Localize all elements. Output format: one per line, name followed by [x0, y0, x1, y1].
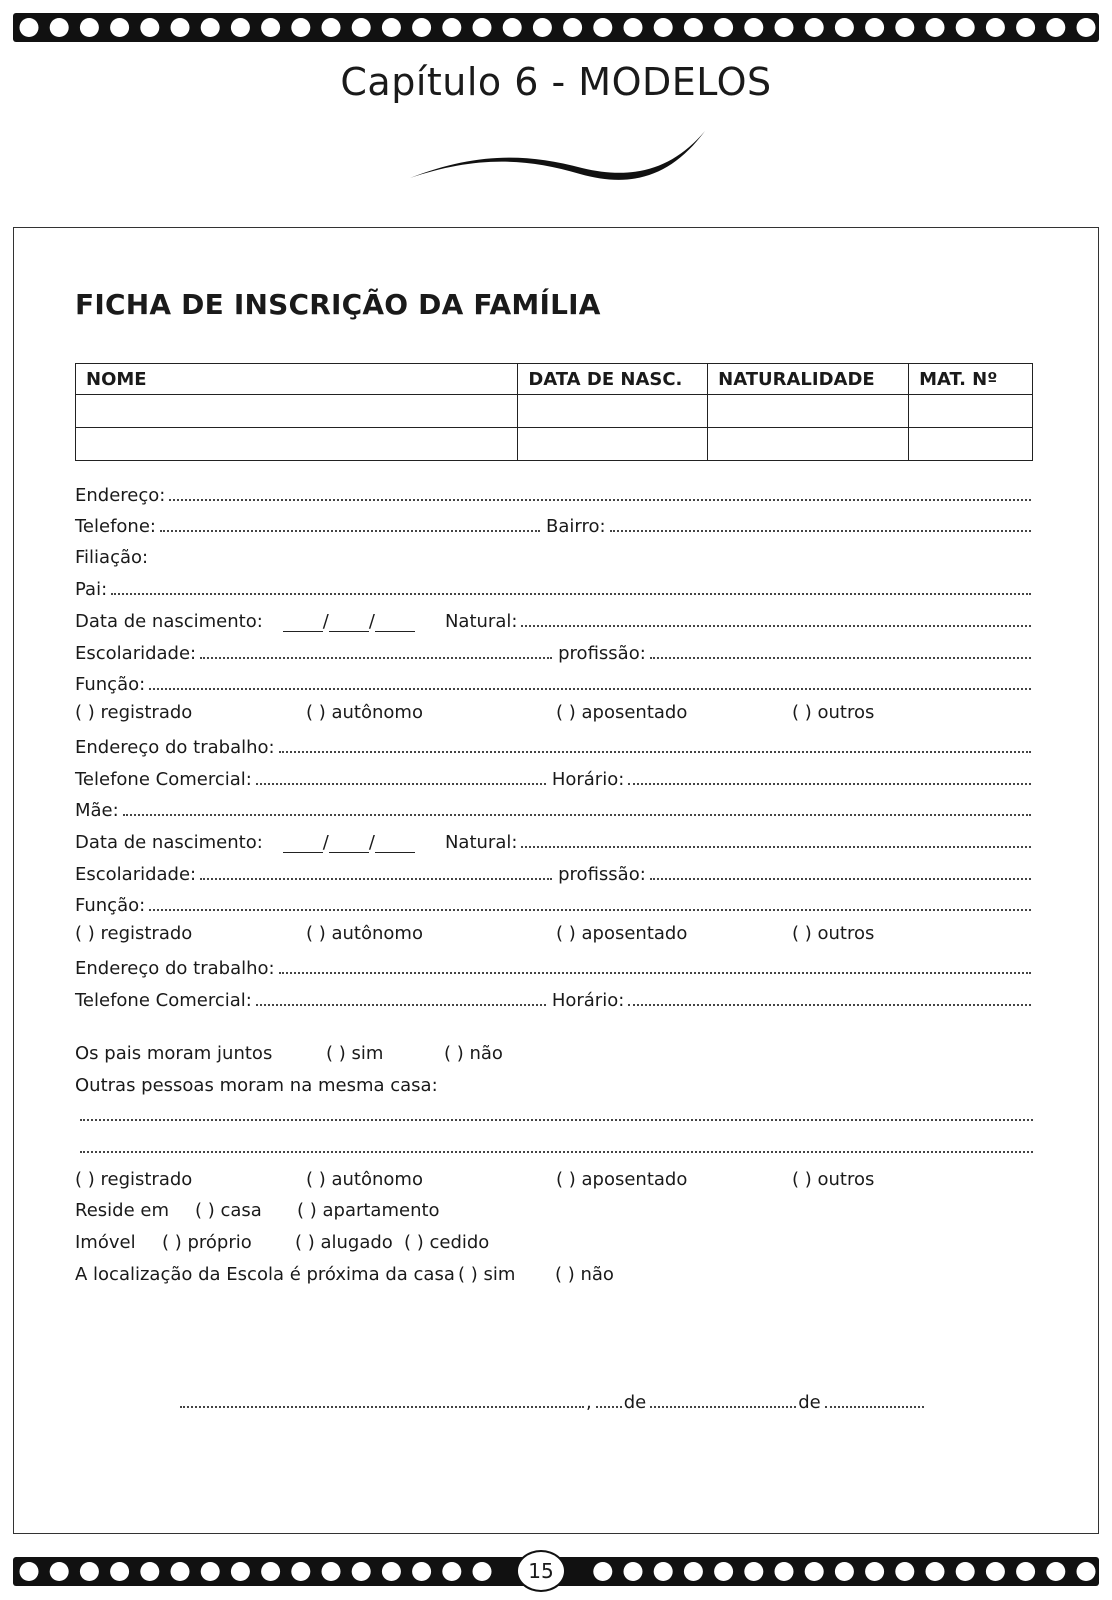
- escolaridade-field[interactable]: [200, 878, 552, 880]
- endereco-line: [75, 480, 1033, 506]
- border-dot: [171, 1562, 190, 1581]
- telefone-comercial-field[interactable]: [256, 783, 546, 785]
- border-dot: [593, 1562, 612, 1581]
- form-title: FICHA DE INSCRIÇÃO DA FAMÍLIA: [75, 288, 601, 321]
- border-dot: [684, 18, 703, 37]
- border-dot: [382, 18, 401, 37]
- table-row: [76, 395, 1033, 428]
- border-dot: [322, 1562, 341, 1581]
- border-dot: [593, 18, 612, 37]
- border-dot: [412, 18, 431, 37]
- border-dot: [654, 18, 673, 37]
- border-dot: [503, 18, 522, 37]
- border-dot: [412, 1562, 431, 1581]
- mae-funcao-line: [75, 890, 1033, 916]
- de-label: de: [623, 1392, 647, 1413]
- border-dot: [291, 1562, 310, 1581]
- page-number: 15: [516, 1550, 566, 1592]
- telefone-comercial-label: Telefone Comercial:: [75, 990, 252, 1011]
- border-dot: [231, 1562, 250, 1581]
- option-escola-nao[interactable]: ( ) não: [555, 1264, 614, 1285]
- reside-em-label: Reside em: [75, 1200, 169, 1221]
- profissao-field[interactable]: [650, 878, 1031, 880]
- pai-funcao-line: [75, 669, 1033, 695]
- table-cell[interactable]: [909, 428, 1033, 461]
- border-dot: [201, 18, 220, 37]
- border-dot: [1016, 1562, 1035, 1581]
- border-dot: [1077, 18, 1096, 37]
- option-autonomo[interactable]: ( ) autônomo: [306, 702, 423, 723]
- border-dot: [110, 18, 129, 37]
- bairro-field[interactable]: [610, 530, 1031, 532]
- option-escola-sim[interactable]: ( ) sim: [458, 1264, 516, 1285]
- mae-data-nascimento-line: [75, 827, 1033, 853]
- border-dot: [442, 18, 461, 37]
- mae-field[interactable]: [123, 814, 1031, 816]
- border-dot: [624, 1562, 643, 1581]
- option-aposentado[interactable]: ( ) aposentado: [556, 1169, 688, 1190]
- border-dot: [50, 1562, 69, 1581]
- border-dot: [744, 18, 763, 37]
- option-registrado[interactable]: ( ) registrado: [75, 923, 193, 944]
- border-dot: [624, 18, 643, 37]
- table-row: [76, 428, 1033, 461]
- option-sim[interactable]: ( ) sim: [326, 1043, 384, 1064]
- horario-field[interactable]: [628, 1004, 1031, 1006]
- border-dot: [714, 1562, 733, 1581]
- option-alugado[interactable]: ( ) alugado: [295, 1232, 393, 1253]
- border-dot: [775, 1562, 794, 1581]
- border-dot: [322, 18, 341, 37]
- border-dot: [835, 18, 854, 37]
- telefone-comercial-label: Telefone Comercial:: [75, 769, 252, 790]
- option-cedido[interactable]: ( ) cedido: [404, 1232, 490, 1253]
- border-dot: [1046, 1562, 1065, 1581]
- border-dot: [261, 18, 280, 37]
- option-outros[interactable]: ( ) outros: [792, 923, 875, 944]
- option-registrado[interactable]: ( ) registrado: [75, 702, 193, 723]
- top-dot-pattern: [13, 13, 1099, 42]
- endereco-trabalho-field[interactable]: [279, 972, 1031, 974]
- funcao-label: Função:: [75, 674, 146, 695]
- mae-escolaridade-line: [75, 859, 1033, 885]
- pai-escolaridade-line: [75, 638, 1033, 664]
- telefone-label: Telefone:: [75, 516, 156, 537]
- border-dot: [201, 1562, 220, 1581]
- profissao-label: profissão:: [558, 643, 646, 664]
- option-aposentado[interactable]: ( ) aposentado: [556, 923, 688, 944]
- column-header-nome: NOME: [76, 364, 518, 395]
- horario-label: Horário:: [551, 769, 625, 790]
- funcao-field[interactable]: [149, 909, 1031, 911]
- natural-label: Natural:: [444, 832, 518, 853]
- option-aposentado[interactable]: ( ) aposentado: [556, 702, 688, 723]
- endereco-trabalho-label: Endereço do trabalho:: [75, 737, 275, 758]
- border-dot: [291, 18, 310, 37]
- border-dot: [865, 18, 884, 37]
- natural-label: Natural:: [444, 611, 518, 632]
- option-autonomo[interactable]: ( ) autônomo: [306, 923, 423, 944]
- mae-line: [75, 795, 1033, 821]
- funcao-field[interactable]: [149, 688, 1031, 690]
- border-dot: [171, 18, 190, 37]
- border-dot: [563, 18, 582, 37]
- natural-field[interactable]: [521, 846, 1031, 848]
- table-cell[interactable]: [708, 428, 909, 461]
- border-dot: [20, 1562, 39, 1581]
- bairro-label: Bairro:: [545, 516, 606, 537]
- endereco-label: Endereço:: [75, 485, 166, 506]
- border-dot: [986, 1562, 1005, 1581]
- border-dot: [140, 1562, 159, 1581]
- border-dot: [80, 18, 99, 37]
- horario-field[interactable]: [628, 783, 1031, 785]
- escolaridade-label: Escolaridade:: [75, 643, 197, 664]
- local-data-line: , de de: [180, 1387, 926, 1413]
- border-dot: [956, 18, 975, 37]
- border-dot: [352, 18, 371, 37]
- endereco-field[interactable]: [169, 499, 1031, 501]
- border-dot: [835, 1562, 854, 1581]
- data-nascimento-label: Data de nascimento:: [75, 832, 263, 853]
- endereco-trabalho-label: Endereço do trabalho:: [75, 958, 275, 979]
- family-member-table: [75, 363, 1033, 461]
- border-dot: [261, 1562, 280, 1581]
- column-header-naturalidade: NATURALIDADE: [708, 364, 909, 395]
- border-dot: [775, 18, 794, 37]
- border-dot: [473, 1562, 492, 1581]
- pais-moram-juntos-label: Os pais moram juntos: [75, 1043, 273, 1064]
- border-dot: [684, 1562, 703, 1581]
- pai-field[interactable]: [111, 593, 1031, 595]
- table-cell[interactable]: [708, 395, 909, 428]
- option-proprio[interactable]: ( ) próprio: [162, 1232, 252, 1253]
- telefone-line: [75, 511, 1033, 537]
- border-dot: [805, 18, 824, 37]
- endereco-trabalho-field[interactable]: [279, 751, 1031, 753]
- border-dot: [895, 1562, 914, 1581]
- pai-telefone-comercial-line: [75, 764, 1033, 790]
- filiacao-label: Filiação:: [75, 547, 149, 568]
- filiacao-line: [75, 542, 1033, 568]
- natural-field[interactable]: [521, 625, 1031, 627]
- chapter-title: Capítulo 6 - MODELOS: [340, 60, 772, 104]
- local-field[interactable]: [180, 1406, 584, 1408]
- funcao-label: Função:: [75, 895, 146, 916]
- border-dot: [442, 1562, 461, 1581]
- border-dot: [473, 18, 492, 37]
- top-dotted-border: [13, 13, 1099, 42]
- profissao-field[interactable]: [650, 657, 1031, 659]
- border-dot: [1016, 18, 1035, 37]
- border-dot: [382, 1562, 401, 1581]
- border-dot: [654, 1562, 673, 1581]
- option-outros[interactable]: ( ) outros: [792, 702, 875, 723]
- border-dot: [895, 18, 914, 37]
- option-outros[interactable]: ( ) outros: [792, 1169, 875, 1190]
- date-field[interactable]: / /: [283, 611, 415, 632]
- telefone-comercial-field[interactable]: [256, 1004, 546, 1006]
- ano-field[interactable]: [825, 1406, 924, 1408]
- imovel-label: Imóvel: [75, 1232, 136, 1253]
- mae-label: Mãe:: [75, 800, 119, 821]
- border-dot: [744, 1562, 763, 1581]
- outras-pessoas-label: Outras pessoas moram na mesma casa:: [75, 1075, 438, 1096]
- data-nascimento-label: Data de nascimento:: [75, 611, 263, 632]
- table-cell[interactable]: [518, 428, 708, 461]
- horario-label: Horário:: [551, 990, 625, 1011]
- border-dot: [926, 1562, 945, 1581]
- mae-endereco-trabalho-line: [75, 953, 1033, 979]
- border-dot: [20, 18, 39, 37]
- dia-field[interactable]: [596, 1406, 622, 1408]
- mes-field[interactable]: [650, 1406, 796, 1408]
- date-field[interactable]: / /: [283, 832, 415, 853]
- pai-data-nascimento-line: [75, 606, 1033, 632]
- border-dot: [110, 1562, 129, 1581]
- mae-telefone-comercial-line: [75, 985, 1033, 1011]
- profissao-label: profissão:: [558, 864, 646, 885]
- border-dot: [140, 18, 159, 37]
- outras-pessoas-field-1[interactable]: [80, 1119, 1033, 1121]
- escolaridade-label: Escolaridade:: [75, 864, 197, 885]
- option-nao[interactable]: ( ) não: [444, 1043, 503, 1064]
- border-dot: [352, 1562, 371, 1581]
- de-label: de: [798, 1392, 821, 1413]
- column-header-data-nasc: DATA DE NASC.: [518, 364, 708, 395]
- table-cell[interactable]: [518, 395, 708, 428]
- pai-line: [75, 574, 1033, 600]
- escolaridade-field[interactable]: [200, 657, 552, 659]
- table-cell[interactable]: [909, 395, 1033, 428]
- border-dot: [956, 1562, 975, 1581]
- table-cell[interactable]: [76, 428, 518, 461]
- border-dot: [926, 18, 945, 37]
- pai-endereco-trabalho-line: [75, 732, 1033, 758]
- border-dot: [865, 1562, 884, 1581]
- border-dot: [80, 1562, 99, 1581]
- decorative-swash: [410, 128, 710, 188]
- escola-proxima-label: A localização da Escola é próxima da casa: [75, 1264, 455, 1285]
- border-dot: [231, 18, 250, 37]
- border-dot: [986, 18, 1005, 37]
- telefone-field[interactable]: [160, 530, 540, 532]
- outras-pessoas-field-2[interactable]: [80, 1151, 1033, 1153]
- table-cell[interactable]: [76, 395, 518, 428]
- option-casa[interactable]: ( ) casa: [195, 1200, 262, 1221]
- border-dot: [805, 1562, 824, 1581]
- column-header-mat-n: MAT. Nº: [909, 364, 1033, 395]
- border-dot: [1046, 18, 1065, 37]
- option-registrado[interactable]: ( ) registrado: [75, 1169, 193, 1190]
- border-dot: [50, 18, 69, 37]
- pai-label: Pai:: [75, 579, 108, 600]
- border-dot: [1077, 1562, 1096, 1581]
- option-autonomo[interactable]: ( ) autônomo: [306, 1169, 423, 1190]
- option-apartamento[interactable]: ( ) apartamento: [297, 1200, 440, 1221]
- border-dot: [533, 18, 552, 37]
- border-dot: [714, 18, 733, 37]
